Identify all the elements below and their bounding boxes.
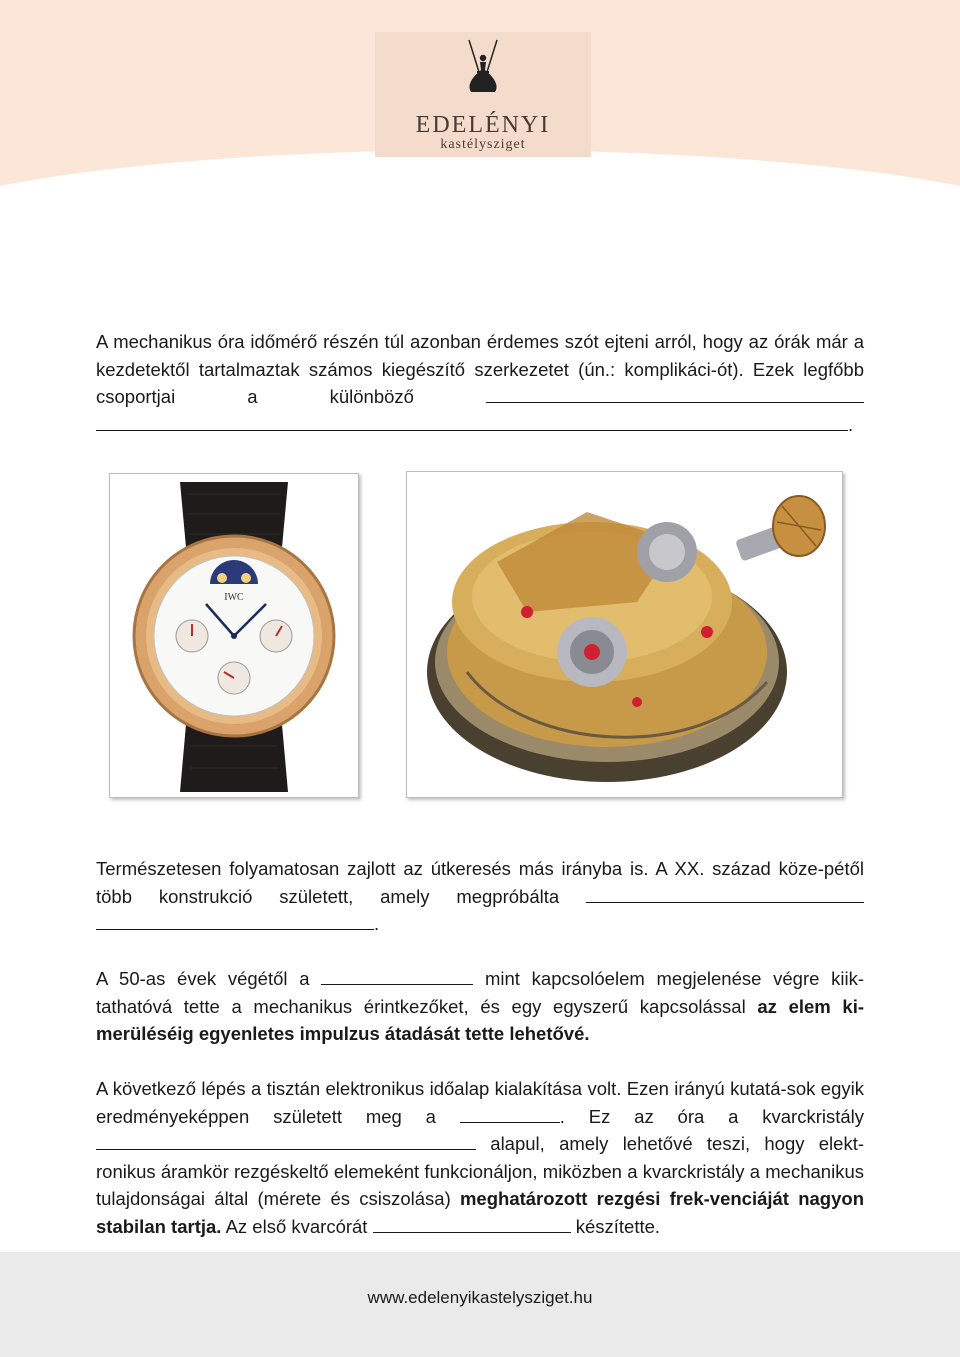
paragraph-bold-text: meghatározott rezgési frek-venciáját nagyon stabilan tartja. xyxy=(96,1188,864,1237)
fill-in-blank[interactable] xyxy=(486,384,864,403)
edelenyi-logo xyxy=(375,32,591,157)
paragraph-text: A következő lépés a tisztán elektronikus időalap kialakítása volt. Ezen irányú kutatá-sok egyik eredményeképpen született meg a xyxy=(96,1078,864,1127)
fill-in-blank[interactable] xyxy=(96,412,848,431)
paragraph-switch xyxy=(96,965,864,1048)
watch-brand-label: IWC xyxy=(224,592,244,603)
paragraph-text: A mechanikus óra időmérő részén túl azonban érdemes szót ejteni arról, hogy az órák már a kezdetektől tartalmaztak számos kiegészítő szerkezetet (ún.: komplikáci-ót). Ezek legfőbb csoportjai a különböző xyxy=(96,331,864,407)
logo-name: EDELÉNYI xyxy=(415,112,551,138)
fill-in-blank[interactable] xyxy=(321,966,473,985)
watch-movement-photo xyxy=(406,471,843,798)
paragraph-end: . xyxy=(374,913,380,934)
paragraph-complications xyxy=(96,328,864,438)
paragraph-text: A 50-as évek végétől a xyxy=(96,968,310,989)
paragraph-quartz xyxy=(96,1075,864,1240)
fill-in-blank[interactable] xyxy=(586,884,864,903)
paragraph-text: Természetesen folyamatosan zajlott az útkeresés más irányba is. A XX. század köze-pétől több konstrukció született, amely megpróbálta xyxy=(96,858,864,907)
paragraph-text: mint kapcsolóelem megjelenése végre kiik-tathatóvá tette a mechanikus érintkezőket, és egy egyszerű kapcsolással xyxy=(96,968,865,1017)
paragraph-alternatives xyxy=(96,855,864,938)
paragraph-text: alapul, amely lehetővé teszi, hogy elekt-ronikus áramkör rezgéskeltő elemeként funkcionáljon, miközben a kvarckristály a mechanikus tulajdonságai által (mérete és csiszolása) xyxy=(96,1133,864,1209)
paragraph-text: készítette. xyxy=(575,1215,661,1237)
swing-lady-icon xyxy=(461,38,505,108)
fill-in-blank[interactable] xyxy=(460,1104,560,1123)
paragraph-end: . xyxy=(848,413,854,435)
logo-subtitle: kastélysziget xyxy=(440,137,526,152)
paragraph-text: Az első kvarcórát xyxy=(225,1215,368,1237)
footer-band xyxy=(0,1252,960,1357)
paragraph-bold-text: az elem ki-merüléséig egyenletes impulzus átadását tette lehetővé. xyxy=(96,995,865,1044)
fill-in-blank[interactable] xyxy=(96,911,374,930)
wristwatch-photo xyxy=(109,473,359,798)
fill-in-blank[interactable] xyxy=(96,1131,476,1150)
fill-in-blank[interactable] xyxy=(373,1214,571,1233)
footer-url[interactable]: www.edelenyikastelysziget.hu xyxy=(367,1288,593,1307)
paragraph-text: . Ez az óra a kvarckristály xyxy=(559,1105,865,1127)
